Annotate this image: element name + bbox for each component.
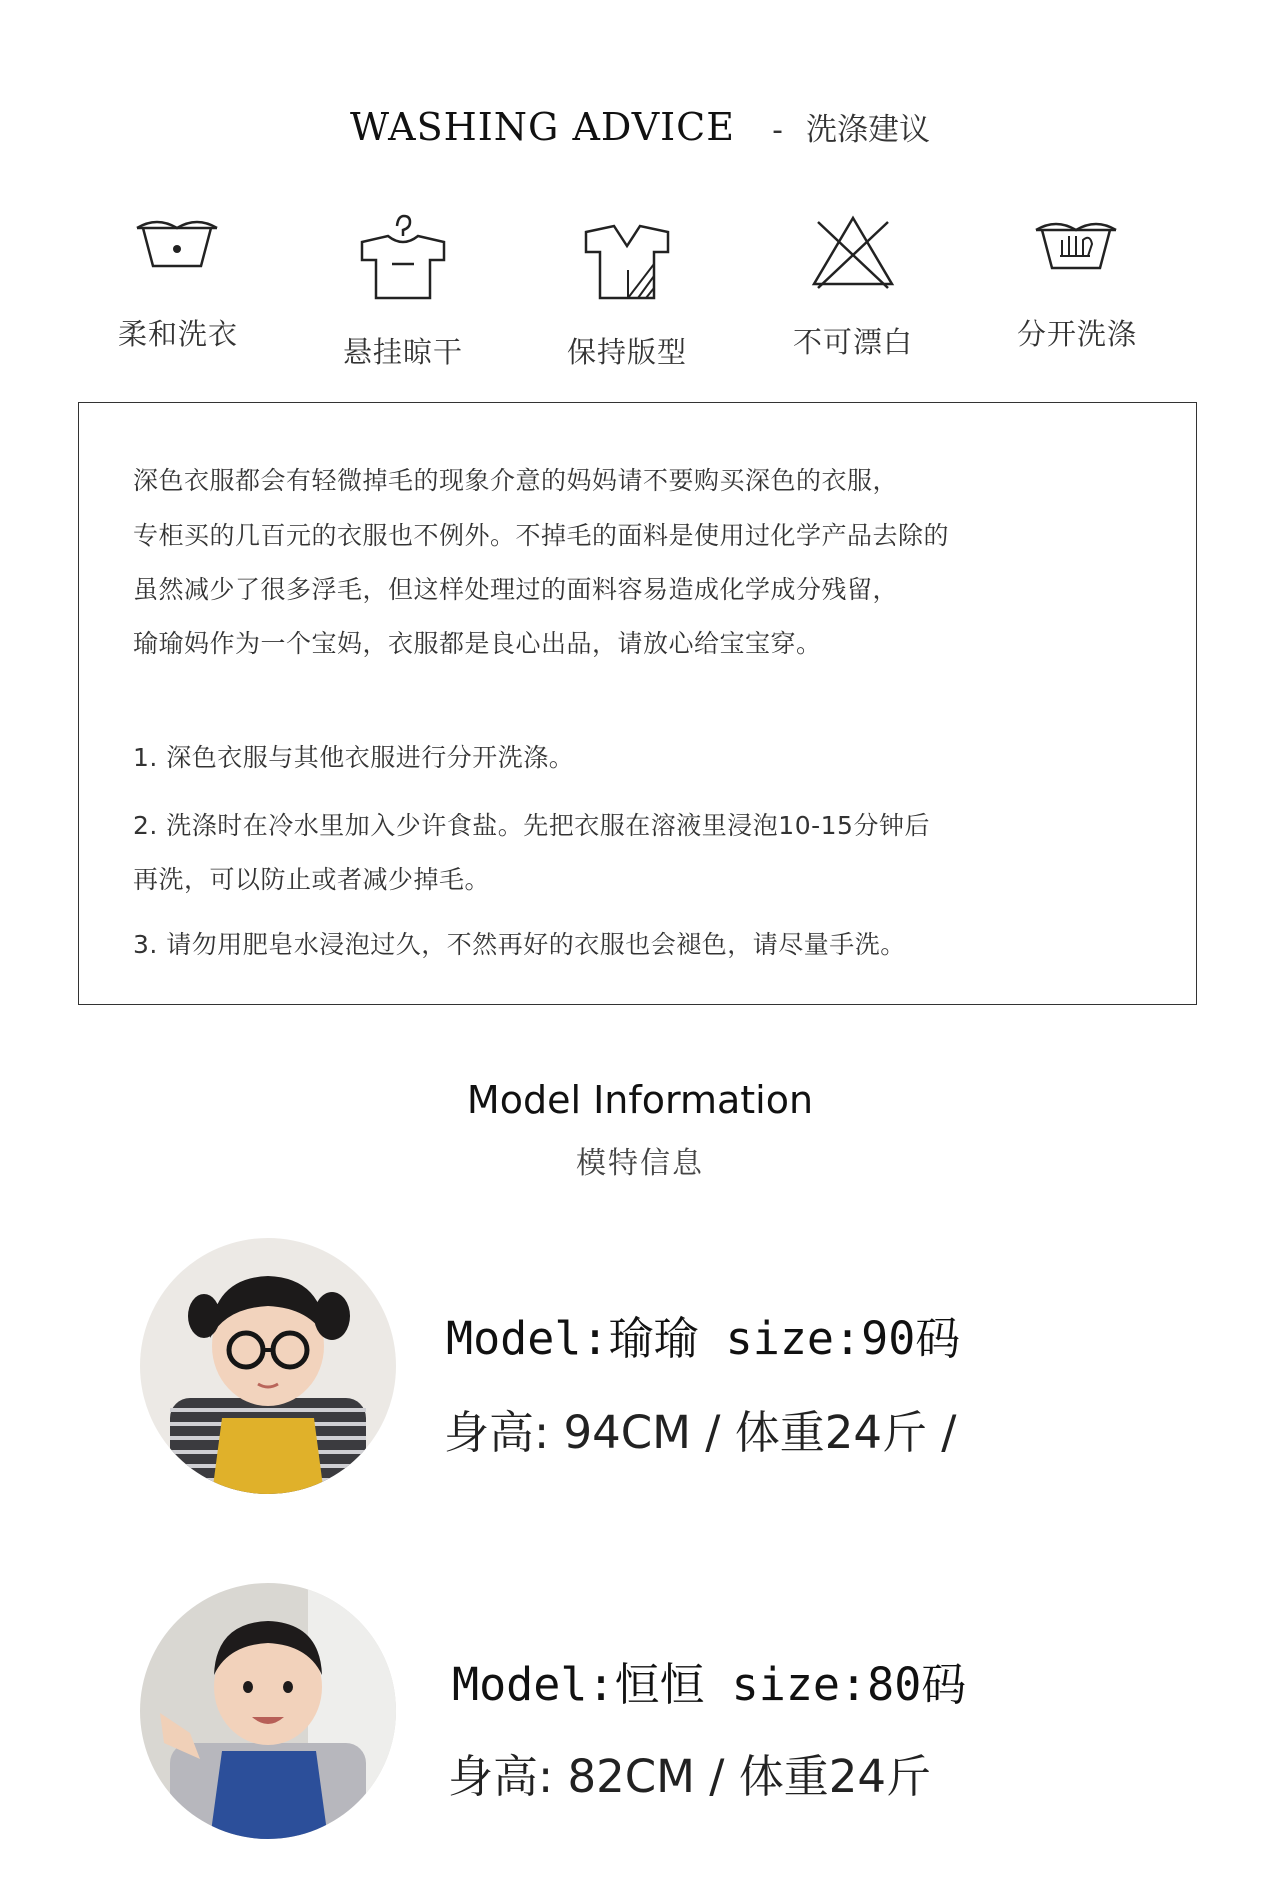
notice-paragraph: 专柜买的几百元的衣服也不例外。不掉毛的面料是使用过化学产品去除的 [133, 521, 950, 550]
model-photo-boy [140, 1583, 396, 1839]
care-item-gentle-wash [88, 212, 268, 353]
notice-tip: 再洗，可以防止或者减少掉毛。 [133, 865, 491, 894]
model-information-header [0, 1078, 1280, 1182]
notice-tip: 1. 深色衣服与其他衣服进行分开洗涤。 [133, 743, 575, 772]
keep-shape-icon [582, 212, 672, 302]
care-item-separate-wash [987, 212, 1167, 353]
care-label: 柔和洗衣 [117, 317, 238, 351]
care-icons-row [0, 212, 1280, 382]
care-item-hang-dry [313, 212, 493, 371]
model-title-cn: 模特信息 [576, 1146, 704, 1181]
model-name-size: Model:瑜瑜 size:90码 [446, 1312, 961, 1365]
model-title-en: Model Information [466, 1078, 814, 1122]
model-height-weight: 身高: 82CM / 体重24斤 [448, 1750, 932, 1803]
notice-paragraph: 瑜瑜妈作为一个宝妈，衣服都是良心出品，请放心给宝宝穿。 [133, 629, 822, 658]
header-title-en: WASHING ADVICE [350, 105, 735, 149]
header-title-cn: 洗涤建议 [806, 112, 930, 148]
care-item-no-bleach [763, 212, 943, 361]
model-avatar-hengheng [140, 1583, 396, 1839]
care-label: 保持版型 [566, 335, 687, 369]
no-bleach-icon [808, 212, 898, 292]
washing-advice-header [0, 104, 1280, 149]
gentle-wash-icon [133, 212, 223, 284]
care-label: 悬挂晾干 [342, 335, 463, 369]
hang-dry-icon [358, 212, 448, 302]
model-height-weight: 身高: 94CM / 体重24斤 / [444, 1406, 957, 1459]
care-item-keep-shape [537, 212, 717, 371]
hand-wash-separately-icon [1032, 212, 1122, 284]
care-label: 不可漂白 [792, 325, 913, 359]
model-photo-girl [140, 1238, 396, 1494]
model-avatar-yuyu [140, 1238, 396, 1494]
notice-paragraph: 虽然减少了很多浮毛，但这样处理过的面料容易造成化学成分残留， [133, 575, 899, 604]
model-name-size: Model:恒恒 size:80码 [452, 1658, 967, 1711]
notice-tip: 2. 洗涤时在冷水里加入少许食盐。先把衣服在溶液里浸泡10-15分钟后 [133, 811, 930, 840]
care-label: 分开洗涤 [1016, 317, 1137, 351]
notice-paragraph: 深色衣服都会有轻微掉毛的现象介意的妈妈请不要购买深色的衣服， [133, 466, 899, 495]
washing-notice-box [78, 402, 1197, 1005]
notice-tip: 3. 请勿用肥皂水浸泡过久，不然再好的衣服也会褪色，请尽量手洗。 [133, 930, 906, 959]
header-separator: - [772, 113, 783, 148]
